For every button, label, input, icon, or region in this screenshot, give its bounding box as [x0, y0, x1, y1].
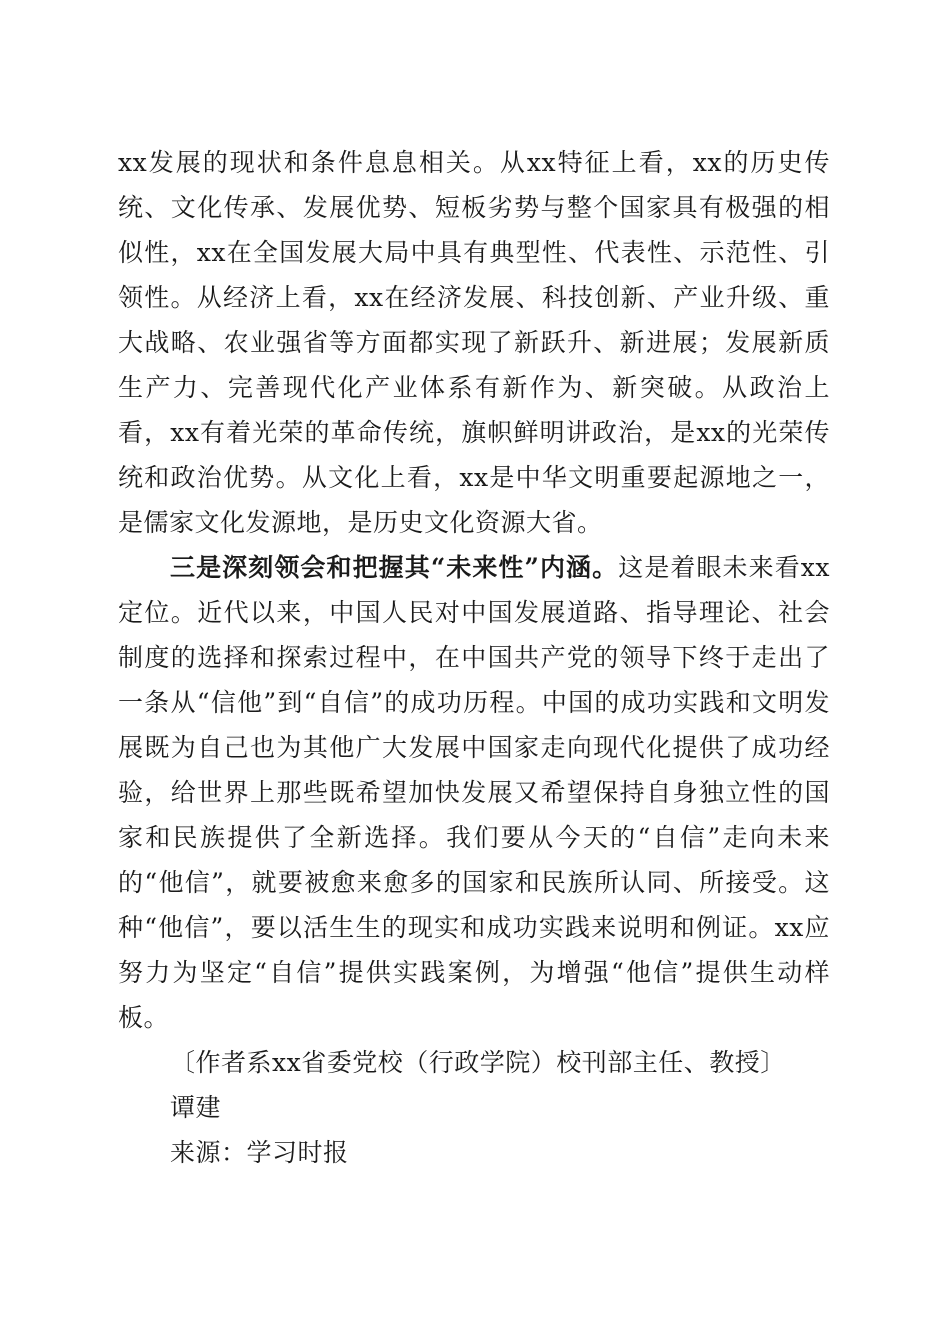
paragraph-lead-heading: 三是深刻领会和把握其“未来性”内涵。 — [170, 553, 619, 582]
body-paragraph — [118, 545, 830, 1040]
author-note: 〔作者系xx省委党校（行政学院）校刊部主任、教授〕 — [170, 1048, 786, 1077]
source-line: 来源：学习时报 — [170, 1138, 349, 1167]
body-paragraph: xx发展的现状和条件息息相关。从xx特征上看，xx的历史传统、文化传承、发展优势、短板劣势与整个国家具有极强的相似性，xx在全国发展大局中具有典型性、代表性、示范性、引领性。从经济上看，xx在经济发展、科技创新、产业升级、重大战略、农业强省等方面都实现了新跃升、新进展；发展新质生产力、完善现代化产业体系有新作为、新突破。从政治上看，xx有着光荣的革命传统，旗帜鲜明讲政治，是xx的光荣传统和政治优势。从文化上看，xx是中华文明重要起源地之一，是儒家文化发源地，是历史文化资源大省。 — [118, 148, 830, 537]
document-page — [118, 140, 830, 1175]
author-name: 谭建 — [170, 1093, 222, 1122]
paragraph-body-text: 这是着眼未来看xx定位。近代以来，中国人民对中国发展道路、指导理论、社会制度的选择和探索过程中，在中国共产党的领导下终于走出了一条从“信他”到“自信”的成功历程。中国的成功实践和文明发展既为自己也为其他广大发展中国家走向现代化提供了成功经验，给世界上那些既希望加快发展又希望保持自身独立性的国家和民族提供了全新选择。我们要从今天的“自信”走向未来的“他信”，就要被愈来愈多的国家和民族所认同、所接受。这种“他信”，要以活生生的现实和成功实践来说明和例证。xx应努力为坚定“自信”提供实践案例，为增强“他信”提供生动样板。 — [118, 553, 831, 1032]
